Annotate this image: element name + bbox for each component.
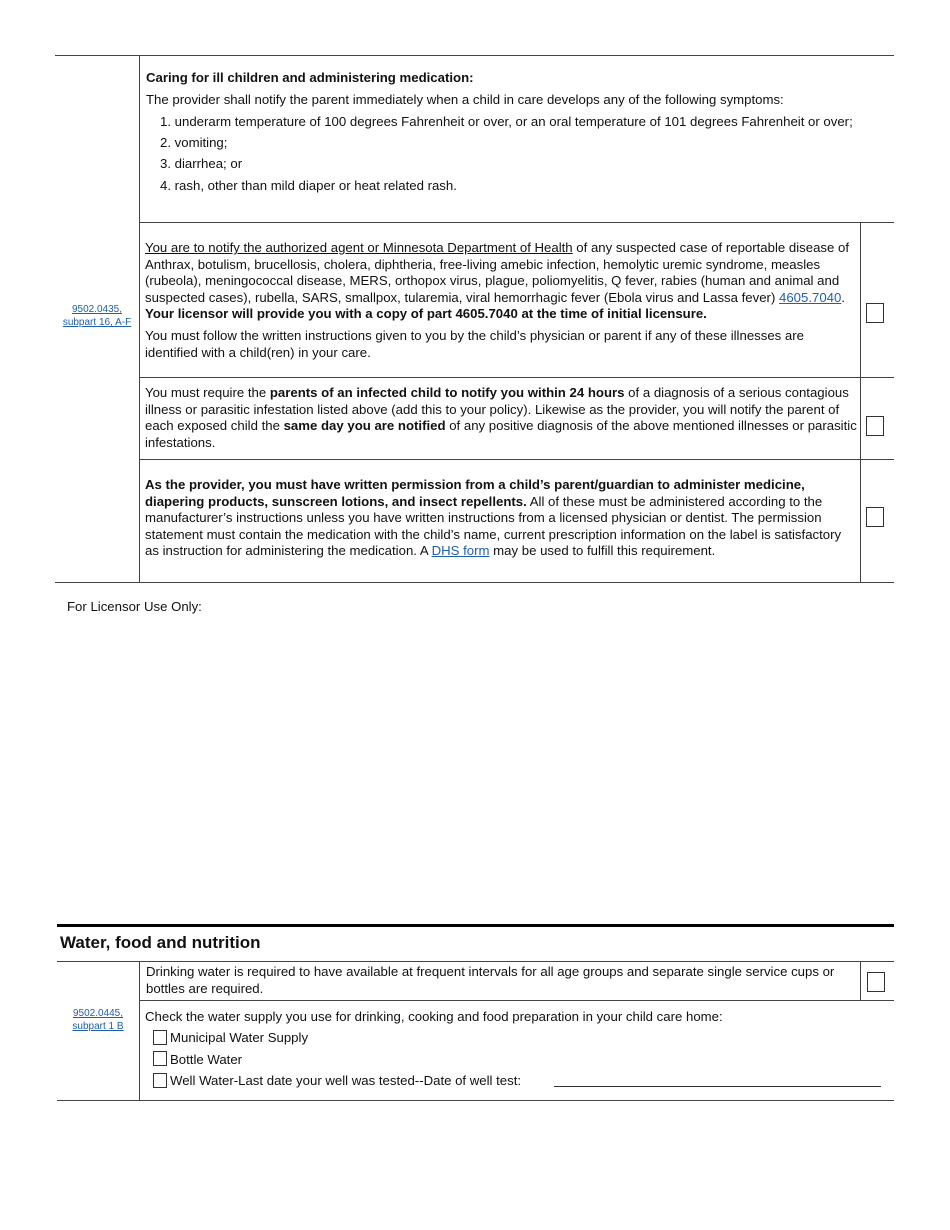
text-span: You must require the bbox=[145, 385, 270, 400]
table-top-border bbox=[55, 55, 894, 56]
section-title-water: Water, food and nutrition bbox=[60, 933, 261, 952]
row-divider bbox=[139, 222, 894, 223]
table-bottom-border bbox=[55, 582, 894, 583]
bold-span: As the provider, you must have written permission from a child’s parent/guardian to administer medicine, diapering products, sunscreen lotions, and insect repellents. bbox=[145, 477, 805, 509]
citation-column-divider bbox=[139, 961, 140, 1101]
well-test-date-field[interactable] bbox=[554, 1086, 881, 1087]
bold-span: parents of an infected child to notify you within 24 hours bbox=[269, 385, 625, 400]
notify-agent-text: You are to notify the authorized agent or Minnesota Department of Health bbox=[145, 240, 573, 255]
water-supply-prompt: Check the water supply you use for drinking, cooking and food preparation in your child care home: bbox=[145, 1009, 723, 1024]
period-text: . bbox=[841, 289, 846, 305]
list-item: 1. underarm temperature of 100 degrees Fahrenheit or over, or an oral temperature of 101 degrees Fahrenheit or over; bbox=[160, 114, 853, 129]
dhs-form-link[interactable]: DHS form bbox=[431, 543, 490, 559]
list-item: 3. diarrhea; or bbox=[160, 156, 243, 171]
reportable-disease-text bbox=[145, 240, 855, 323]
checkbox-medication-permission[interactable] bbox=[866, 507, 884, 527]
illness-heading: Caring for ill children and administering medication: bbox=[146, 70, 474, 85]
option-well-water: Well Water-Last date your well was tested--Date of well test: bbox=[170, 1073, 522, 1088]
follow-instructions-text: You must follow the written instructions given to you by the child’s physician or parent if any of these illnesses are identified with a child(ren) in your care. bbox=[145, 328, 804, 360]
text-span: of a diagnosis of a serious contagious illness or parasitic infestation listed above (add this to your policy). Likewise as the provider, you will notify the parent of each exposed child the bbox=[145, 385, 849, 434]
checkbox-parent-notify[interactable] bbox=[866, 416, 884, 436]
citation-link-illness[interactable]: 9502.0435, subpart 16, A-F bbox=[62, 304, 132, 328]
licensor-use-label: For Licensor Use Only: bbox=[67, 599, 202, 614]
table-bottom-border bbox=[57, 1100, 894, 1101]
rule-4605-link[interactable]: 4605.7040 bbox=[779, 289, 842, 305]
table-top-border bbox=[57, 961, 894, 962]
text-span: of any positive diagnosis of the above mentioned illnesses or parasitic infestations. bbox=[145, 418, 857, 450]
option-municipal-water: Municipal Water Supply bbox=[170, 1030, 309, 1045]
checkbox-well-water[interactable] bbox=[153, 1073, 167, 1088]
section-rule bbox=[57, 924, 894, 927]
text-span: All of these must be administered according to the manufacturer’s instructions unless you have written instructions from a licensed physician or dentist. The permission statement must contain the medication with the child’s name, current prescription information on the label is satisfactory as instruction for administering the medication. A bbox=[145, 493, 842, 559]
checkbox-column-divider bbox=[860, 961, 861, 1000]
medication-permission-text bbox=[145, 477, 857, 560]
option-bottle-water: Bottle Water bbox=[170, 1052, 243, 1067]
checkbox-reportable-disease[interactable] bbox=[866, 303, 884, 323]
citation-column-divider bbox=[139, 55, 140, 583]
row-divider bbox=[139, 1000, 894, 1001]
list-item: 2. vomiting; bbox=[160, 135, 228, 150]
row-divider bbox=[139, 377, 894, 378]
text-span: may be used to fulfill this requirement. bbox=[489, 543, 716, 559]
bold-span: same day you are notified bbox=[283, 418, 446, 434]
checkbox-drinking-water[interactable] bbox=[867, 972, 885, 992]
checkbox-column-divider bbox=[860, 222, 861, 583]
list-item: 4. rash, other than mild diaper or heat related rash. bbox=[160, 178, 457, 193]
disease-list-text: of any suspected case of reportable disease of Anthrax, botulism, brucellosis, cholera, diphtheria, free-living amebic infection, hemolytic uremic syndrome, measles (rubeola), meningococcal disease, MERS, orthopox virus, plague, poliomyelitis, Q fever, rabies (human and animal and suspected cases), rubella, SARS, smallpox, tularemia, viral hemorrhagic fever (Ebola virus and Lassa fever) bbox=[145, 240, 850, 305]
checkbox-bottle-water[interactable] bbox=[153, 1051, 167, 1066]
checkbox-municipal-water[interactable] bbox=[153, 1030, 167, 1045]
illness-intro: The provider shall notify the parent immediately when a child in care develops any of the following symptoms: bbox=[146, 92, 784, 107]
citation-link-water[interactable]: 9502.0445, subpart 1 B bbox=[72, 1008, 124, 1032]
drinking-water-text: Drinking water is required to have available at frequent intervals for all age groups and separate single service cups or bottles are required. bbox=[146, 964, 835, 996]
row-divider bbox=[139, 459, 894, 460]
parent-notify-text bbox=[145, 385, 857, 451]
licensor-copy-text: Your licensor will provide you with a copy of part 4605.7040 at the time of initial licensure. bbox=[145, 306, 707, 322]
